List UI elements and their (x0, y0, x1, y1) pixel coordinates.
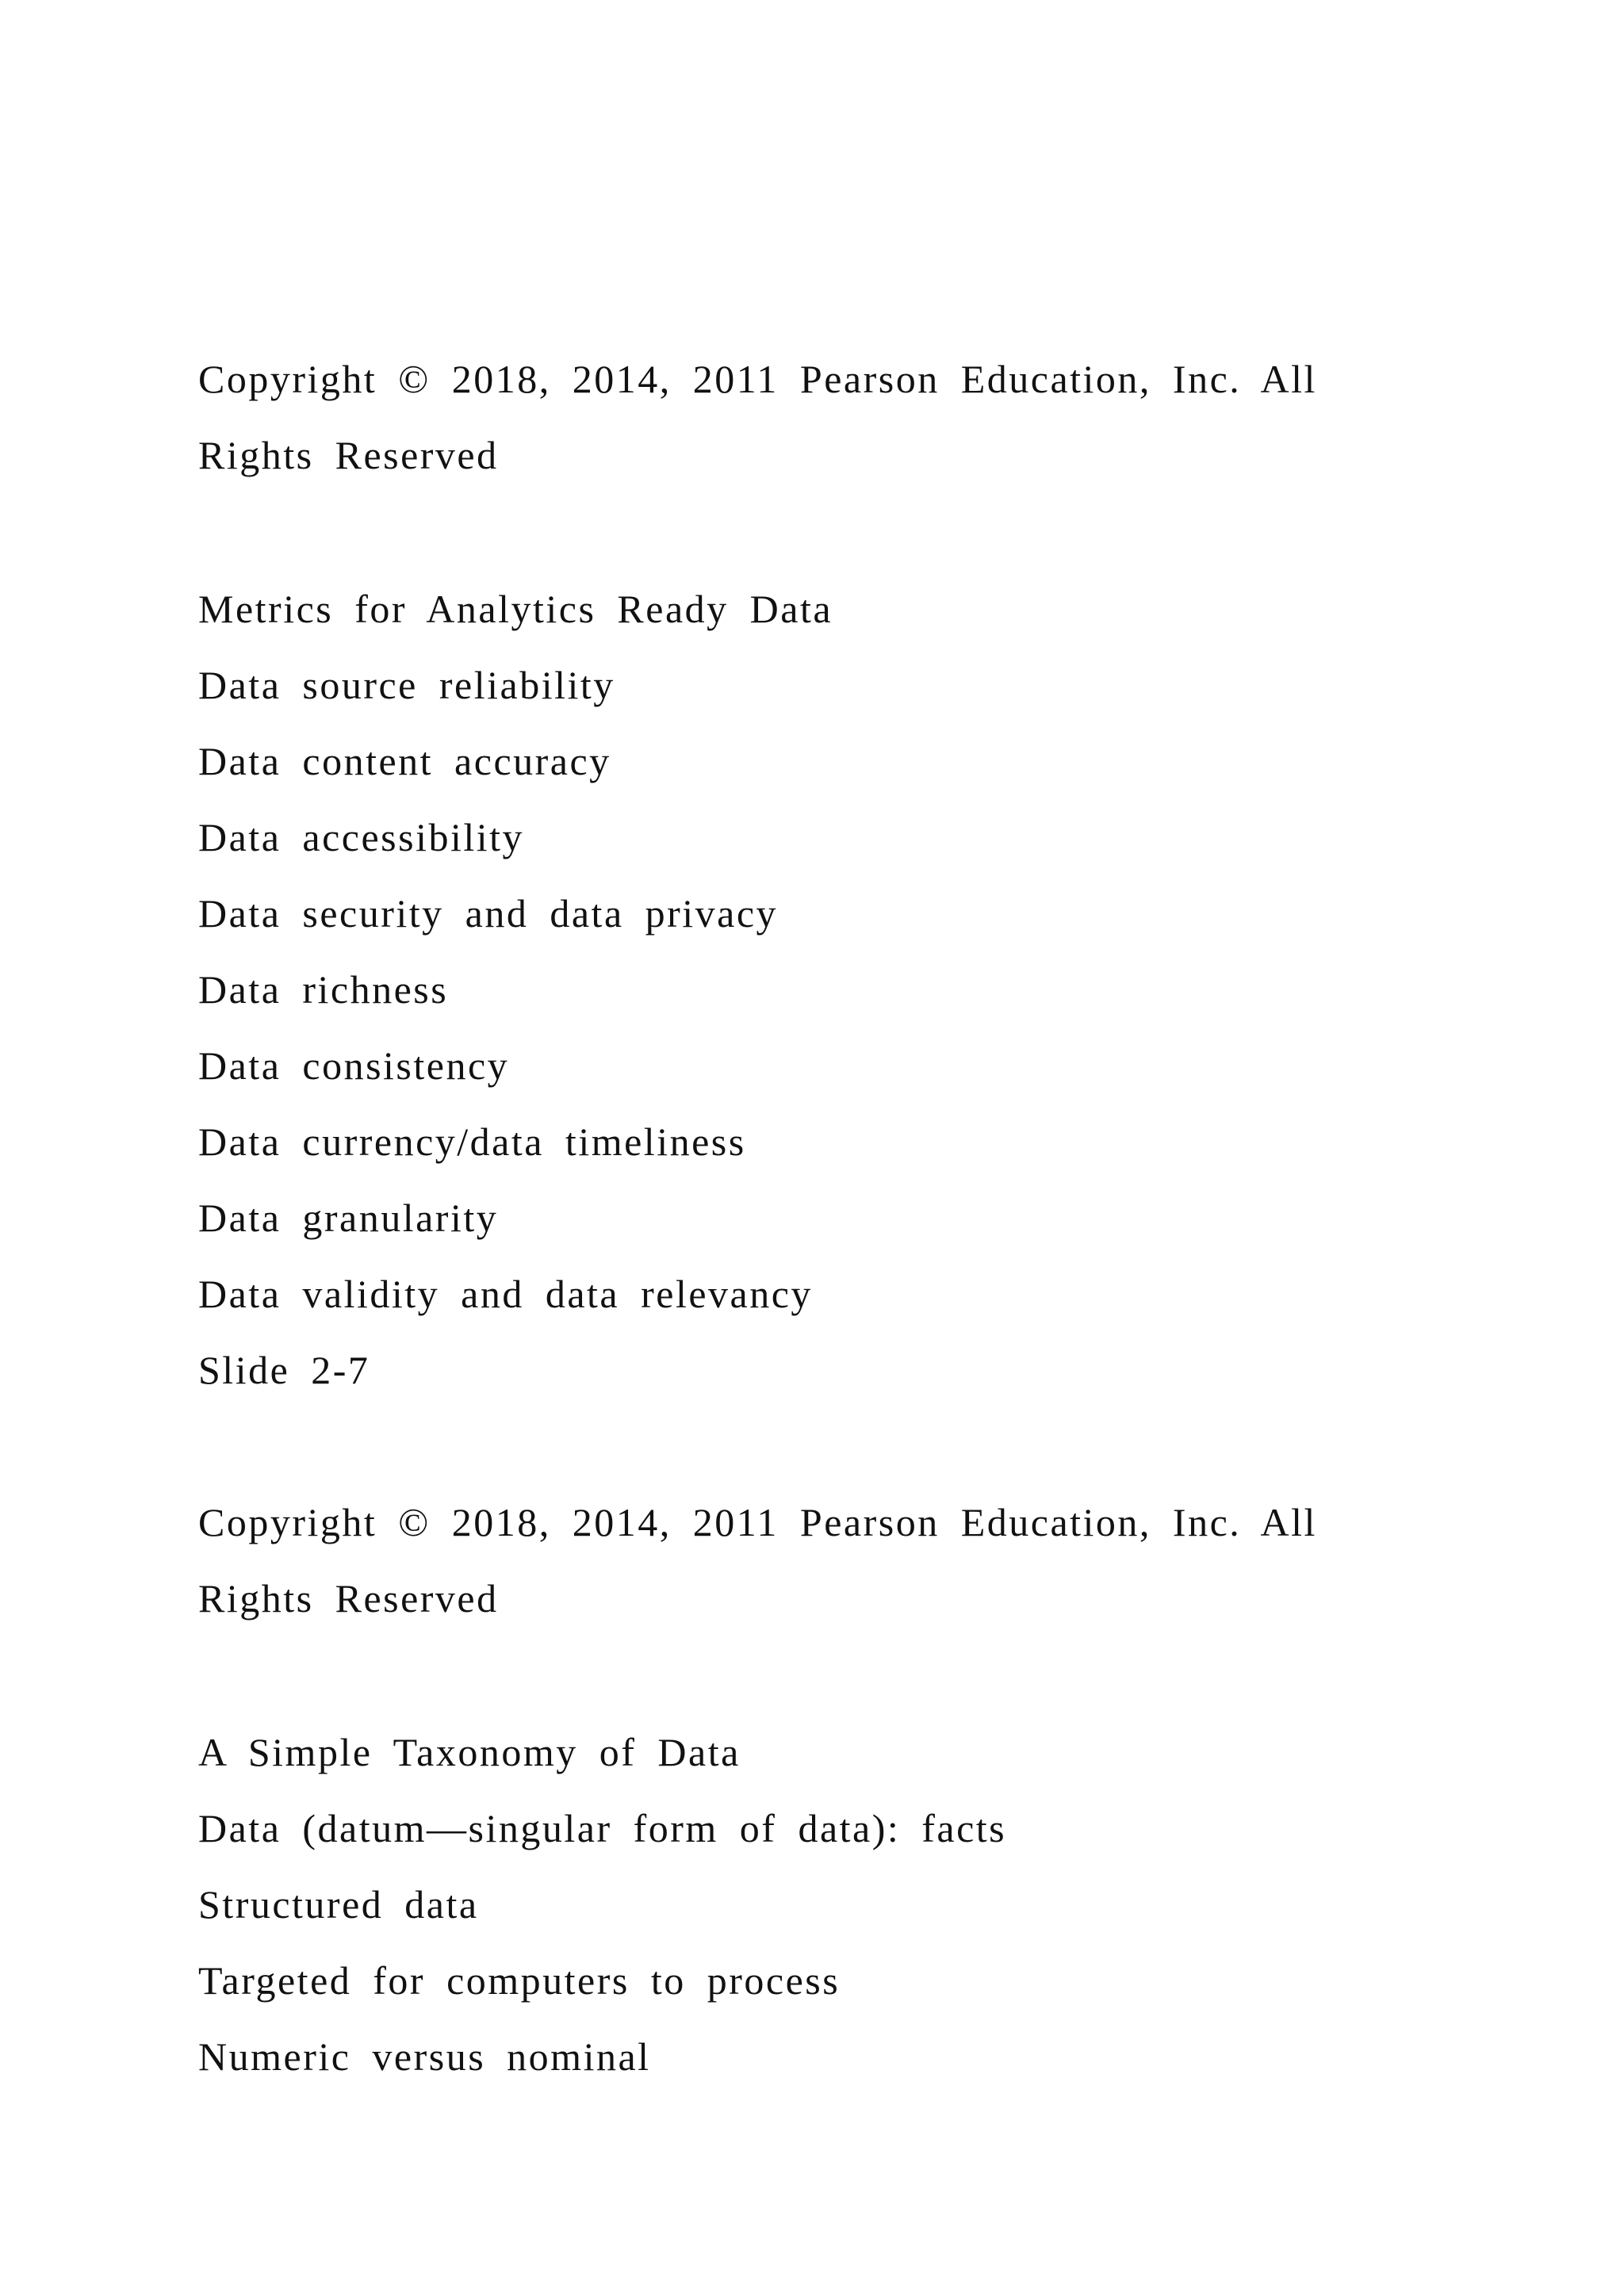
bullet-item: Data security and data privacy (198, 891, 779, 936)
bullet-item: Data consistency (198, 1043, 510, 1088)
bullet-item: Data content accuracy (198, 739, 611, 783)
slide-title: Metrics for Analytics Ready Data (198, 587, 833, 631)
copyright-line-2: Rights Reserved (198, 1576, 499, 1621)
bullet-item: Data validity and data relevancy (198, 1272, 813, 1316)
bullet-item: Numeric versus nominal (198, 2034, 651, 2079)
copyright-line-1: Copyright © 2018, 2014, 2011 Pearson Education, Inc. All (198, 1500, 1317, 1544)
bullet-item: Data richness (198, 967, 449, 1012)
bullet-item: Data source reliability (198, 663, 615, 707)
slide-title: A Simple Taxonomy of Data (198, 1730, 741, 1774)
copyright-line-2: Rights Reserved (198, 433, 499, 477)
copyright-line-1: Copyright © 2018, 2014, 2011 Pearson Education, Inc. All (198, 357, 1317, 401)
bullet-item: Data currency/data timeliness (198, 1119, 746, 1164)
slide-number-label: Slide 2-7 (198, 1348, 370, 1392)
bullet-item: Data accessibility (198, 815, 525, 859)
bullet-item: Data granularity (198, 1196, 499, 1240)
bullet-item: Structured data (198, 1882, 479, 1927)
bullet-item: Data (datum—singular form of data): facts (198, 1806, 1007, 1850)
bullet-item: Targeted for computers to process (198, 1958, 841, 2003)
